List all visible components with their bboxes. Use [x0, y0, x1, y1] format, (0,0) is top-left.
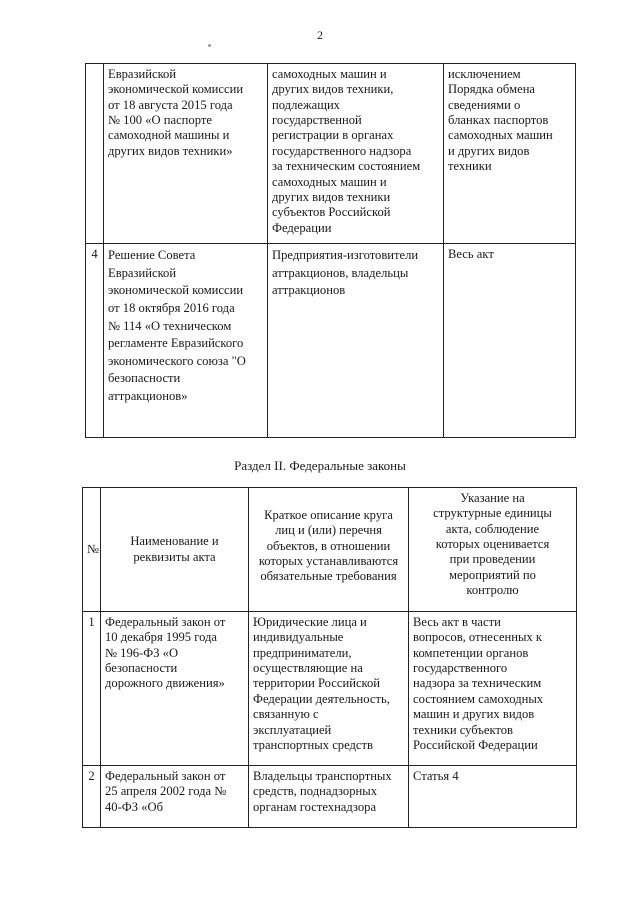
header-name: Наименование и реквизиты акта — [101, 488, 249, 612]
scan-dot — [208, 44, 211, 47]
act-name: Евразийской экономической комиссии от 18 августа 2015 года № 100 «О паспорте самоходной машины и других видов техники» — [104, 64, 268, 244]
act-units: исключением Порядка обмена сведениями о бланках паспортов самоходных машин и других видов техники — [444, 64, 576, 244]
header-units: Указание на структурные единицы акта, соблюдение которых оценивается при проведении мероприятий по контролю — [409, 488, 577, 612]
act-name: Федеральный закон от 25 апреля 2002 года № 40-ФЗ «Об — [101, 766, 249, 828]
act-units: Весь акт в части вопросов, отнесенных к компетенции органов государственного надзора за техническим состоянием самоходных машин и других видов техники субъектов Российской Федерации — [409, 612, 577, 766]
act-units: Весь акт — [444, 244, 576, 438]
row-number: 2 — [83, 766, 101, 828]
act-name: Решение Совета Евразийской экономической комиссии от 18 октября 2016 года № 114 «О техническом регламенте Евразийского экономического союза "О безопасности аттракционов» — [104, 244, 268, 438]
table-row — [83, 612, 577, 766]
page-number: 2 — [317, 28, 323, 42]
row-number — [86, 64, 104, 244]
act-scope: Юридические лица и индивидуальные предприниматели, осуществляющие на территории Российской Федерации деятельность, связанную с эксплуатацией транспортных средств — [249, 612, 409, 766]
header-scope: Краткое описание круга лиц и (или) перечня объектов, в отношении которых устанавливаются обязательные требования — [249, 488, 409, 612]
row-number: 1 — [83, 612, 101, 766]
act-units: Статья 4 — [409, 766, 577, 828]
act-scope: самоходных машин и других видов техники, подлежащих государственной регистрации в органах государственного надзора за техническим состоянием самоходных машин и других видов техники субъектов Российской Федерации — [268, 64, 444, 244]
row-number: 4 — [86, 244, 104, 438]
table-row — [83, 766, 577, 828]
table-row — [86, 64, 576, 244]
header-number: № — [83, 488, 101, 612]
table-regional-acts — [85, 63, 576, 438]
table-row — [86, 244, 576, 438]
act-scope: Владельцы транспортных средств, поднадзорных органам гостехнадзора — [249, 766, 409, 828]
act-scope: Предприятия-изготовители аттракционов, владельцы аттракционов — [268, 244, 444, 438]
act-name: Федеральный закон от 10 декабря 1995 года № 196-ФЗ «О безопасности дорожного движения» — [101, 612, 249, 766]
table-header-row — [83, 488, 577, 612]
section-title: Раздел II. Федеральные законы — [234, 458, 406, 473]
table-federal-laws — [82, 487, 577, 828]
